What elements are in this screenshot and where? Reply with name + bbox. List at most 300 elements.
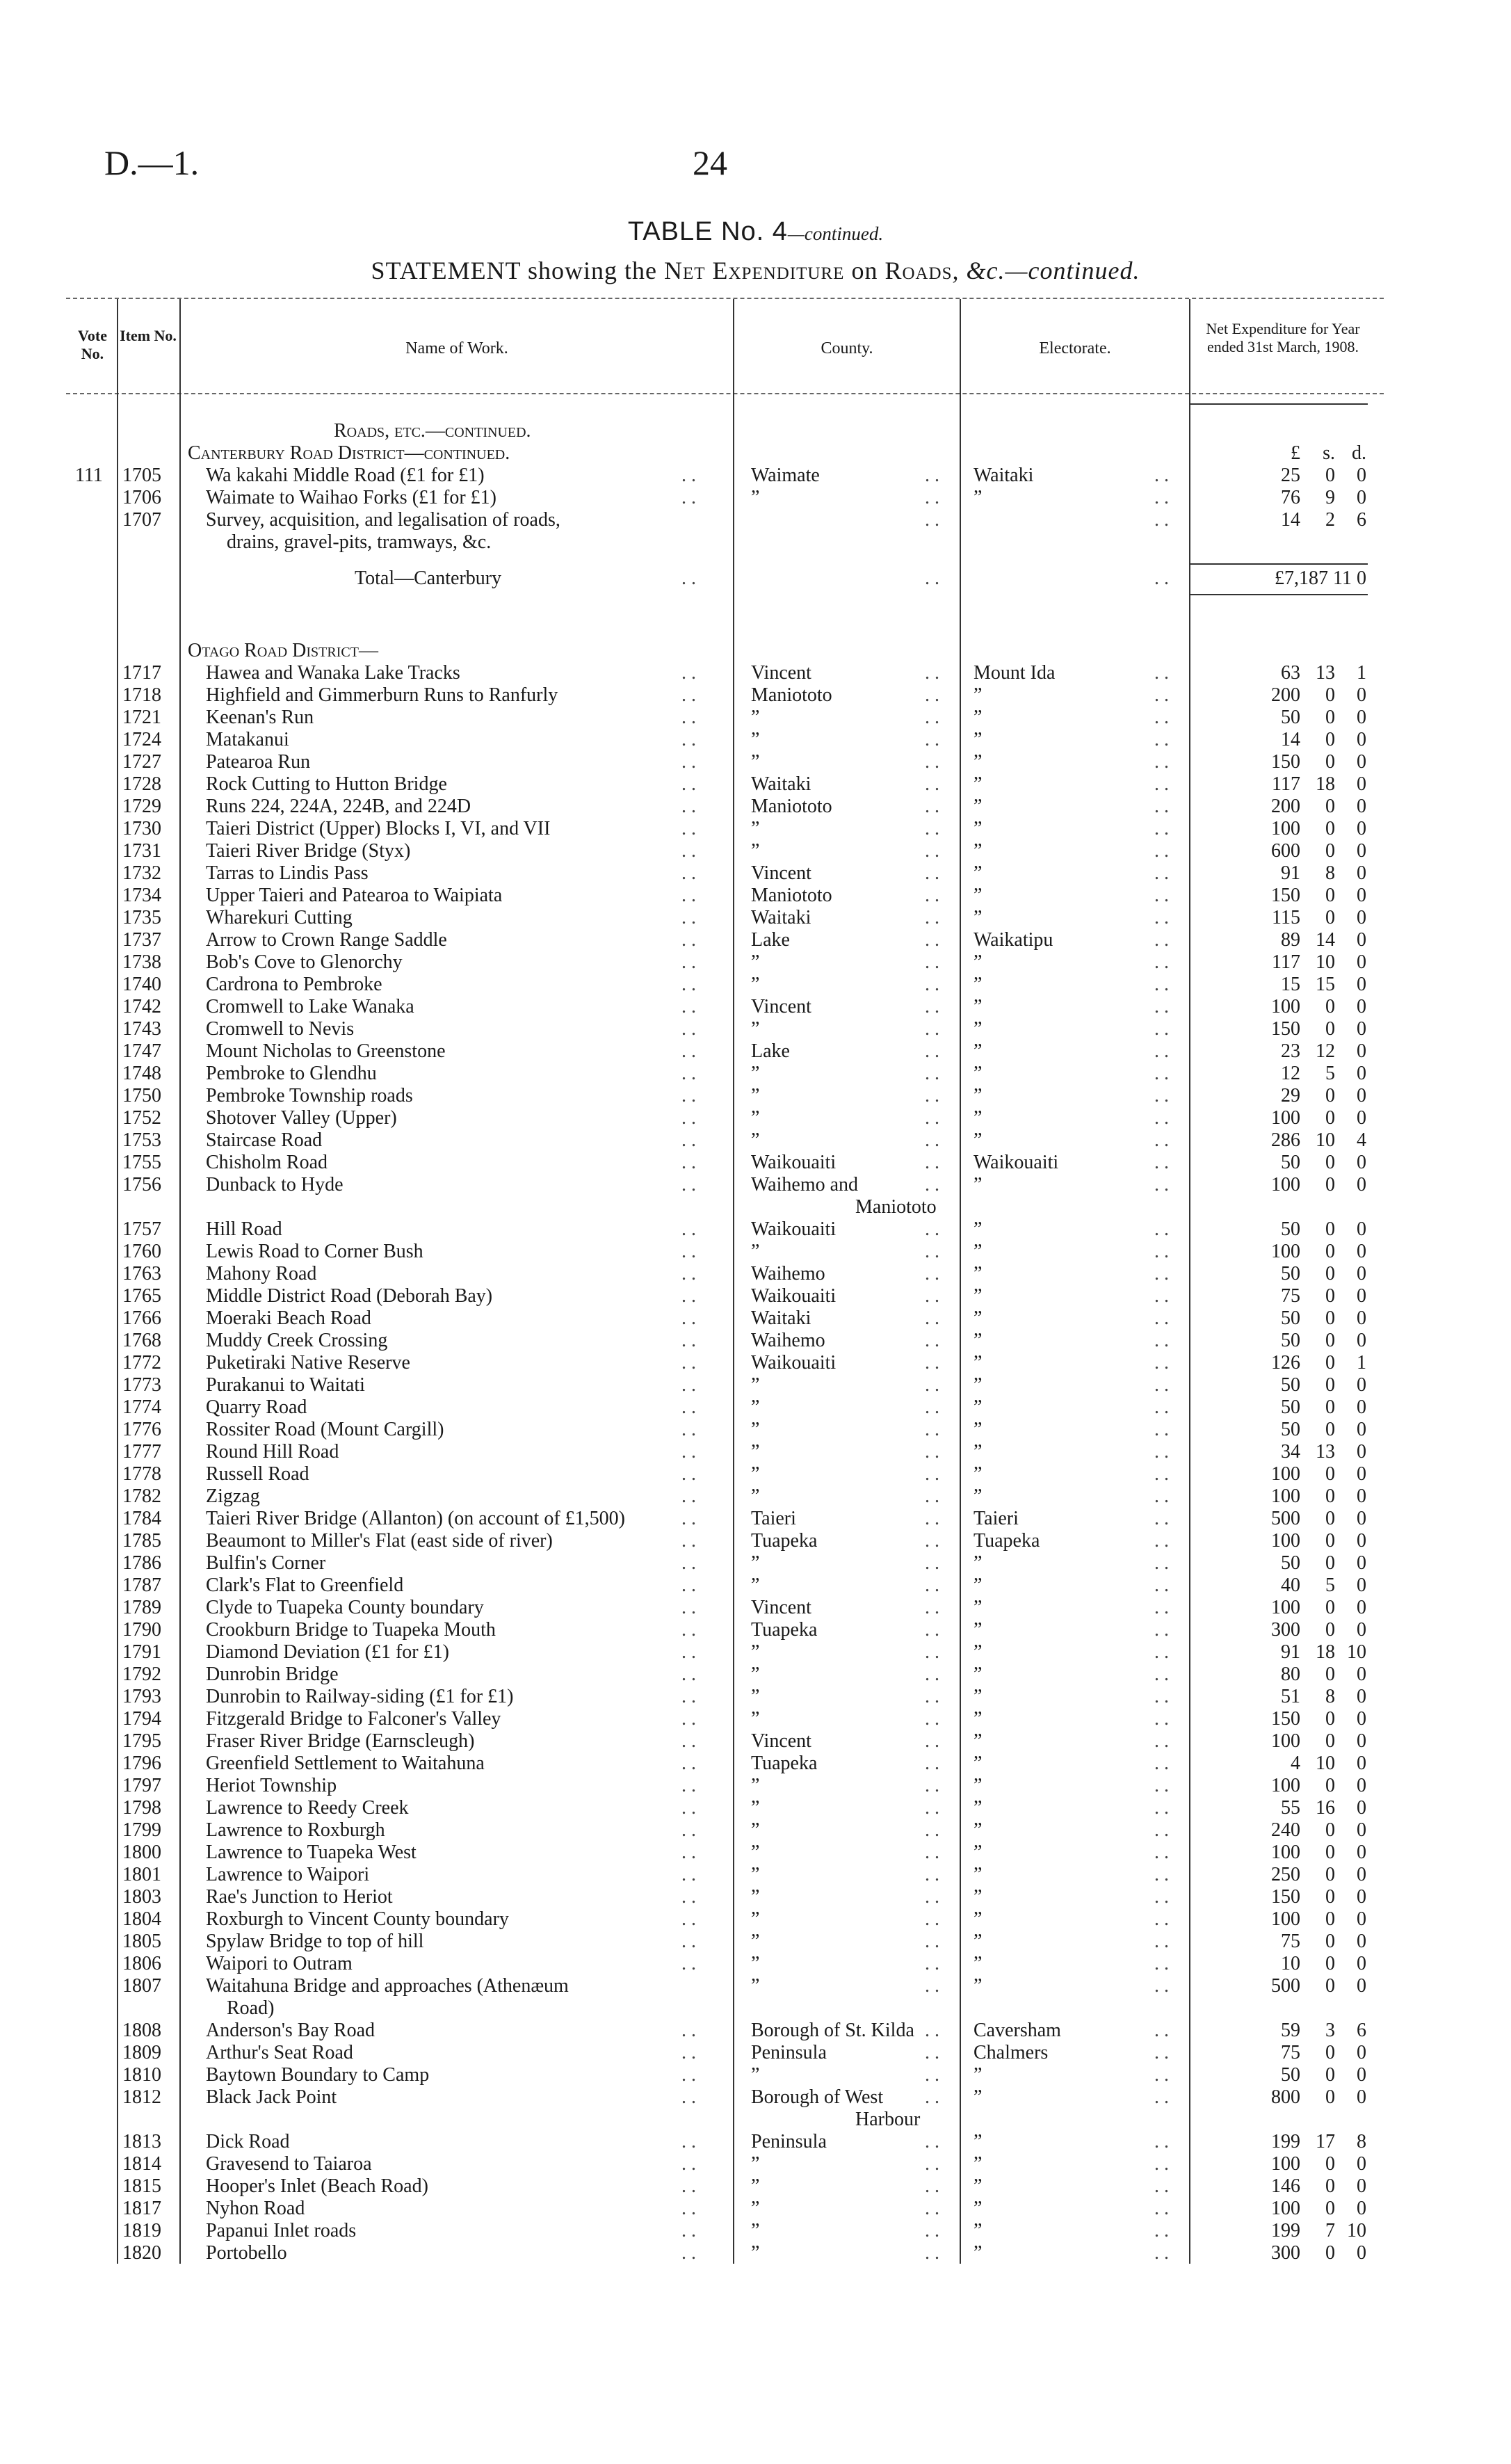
amount-pence: 6 (1357, 2020, 1366, 2041)
item-number: 1740 (122, 974, 161, 995)
leader-dots: . . (1154, 1508, 1169, 1529)
amount-pounds: 91 (1281, 1641, 1300, 1663)
electorate: ” (973, 951, 983, 973)
item-number: 1705 (122, 465, 161, 486)
electorate: ” (973, 487, 983, 508)
leader-dots: . . (925, 1619, 939, 1641)
electorate: ” (973, 2242, 983, 2264)
amount-pence: 0 (1357, 1241, 1366, 1262)
work-name: Dick Road (206, 2131, 290, 2152)
electorate: ” (973, 1886, 983, 1908)
work-name: Pembroke Township roads (206, 1085, 413, 1106)
amount-pounds: 199 (1271, 2131, 1300, 2152)
electorate: ” (973, 885, 983, 906)
amount-shillings: 0 (1325, 1285, 1335, 1307)
county: Waikouaiti (751, 1152, 837, 1173)
electorate: ” (973, 2131, 983, 2152)
table-title-text: TABLE No. 4 (627, 217, 788, 246)
amount-shillings: 0 (1325, 729, 1335, 750)
leader-dots: . . (681, 2220, 696, 2241)
electorate: Waikatipu (973, 929, 1053, 951)
leader-dots: . . (925, 1842, 939, 1863)
amount-pence: 6 (1357, 509, 1366, 531)
item-number: 1813 (122, 2131, 161, 2152)
leader-dots: . . (925, 1396, 939, 1418)
amount-pounds: 117 (1272, 773, 1300, 795)
amount-pence: 0 (1357, 1953, 1366, 1974)
item-number: 1785 (122, 1530, 161, 1552)
work-name: Dunback to Hyde (206, 1174, 344, 1195)
item-number: 1777 (122, 1441, 161, 1463)
leader-dots: . . (681, 1441, 696, 1463)
electorate: ” (973, 1374, 983, 1396)
county: ” (751, 2242, 760, 2264)
work-name-continued: Road) (227, 1997, 275, 2019)
leader-dots: . . (1154, 487, 1169, 508)
amount-shillings: 0 (1325, 1775, 1335, 1796)
leader-dots: . . (681, 1218, 696, 1240)
leader-dots: . . (925, 907, 939, 928)
amount-shillings: 5 (1325, 1575, 1335, 1596)
leader-dots: . . (1154, 2131, 1169, 2152)
amount-shillings: 18 (1316, 773, 1335, 795)
leader-dots: . . (925, 1085, 939, 1106)
leader-dots: . . (925, 1508, 939, 1529)
amount-shillings: 0 (1325, 1374, 1335, 1396)
amount-shillings: 13 (1316, 662, 1335, 684)
work-name: Taieri River Bridge (Allanton) (on account of £1,500) (206, 1508, 625, 1529)
leader-dots: . . (681, 1241, 696, 1262)
work-name: Puketiraki Native Reserve (206, 1352, 410, 1374)
amount-pounds: 23 (1281, 1040, 1300, 1062)
amount-pence: 0 (1357, 465, 1366, 486)
leader-dots: . . (681, 929, 696, 951)
work-name: Black Jack Point (206, 2086, 337, 2108)
leader-dots: . . (1154, 1263, 1169, 1285)
county: ” (751, 1085, 760, 1106)
amount-shillings: 0 (1325, 1730, 1335, 1752)
amount-pence: 0 (1357, 707, 1366, 728)
leader-dots: . . (925, 1953, 939, 1974)
electorate: ” (973, 684, 983, 706)
amount-pounds: 4 (1291, 1753, 1300, 1774)
electorate: ” (973, 1686, 983, 1707)
leader-dots: . . (1154, 1619, 1169, 1641)
electorate: ” (973, 1575, 983, 1596)
amount-shillings: 0 (1325, 684, 1335, 706)
electorate: ” (973, 2220, 983, 2241)
county-continued: Harbour (855, 2109, 921, 2130)
leader-dots: . . (1154, 1330, 1169, 1351)
item-number: 1807 (122, 1975, 161, 1997)
county: Waikouaiti (751, 1218, 837, 1240)
amount-pence: 0 (1357, 1552, 1366, 1574)
amount-pence: 0 (1357, 1463, 1366, 1485)
county: ” (751, 818, 760, 839)
amount-shillings: 10 (1316, 951, 1335, 973)
leader-dots: . . (925, 1441, 939, 1463)
amount-pence: 0 (1357, 2153, 1366, 2175)
leader-dots: . . (925, 1018, 939, 1040)
leader-dots: . . (925, 509, 939, 531)
leader-dots: . . (681, 567, 696, 589)
leader-dots: . . (1154, 707, 1169, 728)
header-bottom-rule (66, 393, 1384, 394)
amount-pence: 0 (1357, 684, 1366, 706)
item-number: 1727 (122, 751, 161, 773)
electorate: ” (973, 1129, 983, 1151)
amount-shillings: 0 (1325, 1931, 1335, 1952)
leader-dots: . . (1154, 1040, 1169, 1062)
leader-dots: . . (925, 1218, 939, 1240)
electorate: ” (973, 1619, 983, 1641)
amount-pounds: 200 (1271, 796, 1300, 817)
work-name: Roxburgh to Vincent County boundary (206, 1908, 509, 1930)
electorate: ” (973, 1218, 983, 1240)
leader-dots: . . (681, 1664, 696, 1685)
amount-pence: 0 (1357, 1085, 1366, 1106)
item-number: 1782 (122, 1485, 161, 1507)
leader-dots: . . (681, 974, 696, 995)
leader-dots: . . (681, 1552, 696, 1574)
amount-shillings: 0 (1325, 2242, 1335, 2264)
leader-dots: . . (925, 2131, 939, 2152)
leader-dots: . . (681, 1307, 696, 1329)
amount-shillings: 0 (1325, 751, 1335, 773)
leader-dots: . . (1154, 773, 1169, 795)
county: ” (751, 1664, 760, 1685)
leader-dots: . . (681, 1953, 696, 1974)
county: ” (751, 1107, 760, 1129)
leader-dots: . . (1154, 1285, 1169, 1307)
amount-pence: 0 (1357, 1419, 1366, 1440)
amount-pounds: 50 (1281, 1218, 1300, 1240)
item-number: 1808 (122, 2020, 161, 2041)
leader-dots: . . (925, 1908, 939, 1930)
leader-dots: . . (1154, 1085, 1169, 1106)
leader-dots: . . (925, 929, 939, 951)
amount-shillings: 0 (1325, 1263, 1335, 1285)
amount-shillings: 2 (1325, 509, 1335, 531)
amount-pounds: 100 (1271, 1485, 1300, 1507)
leader-dots: . . (925, 1819, 939, 1841)
item-number: 1809 (122, 2042, 161, 2063)
work-name: Chisholm Road (206, 1152, 328, 1173)
amount-shillings: 0 (1325, 840, 1335, 862)
item-number: 1752 (122, 1107, 161, 1129)
county: Maniototo (751, 684, 832, 706)
item-number: 1706 (122, 487, 161, 508)
amount-shillings: 0 (1325, 1307, 1335, 1329)
amount-shillings: 10 (1316, 1129, 1335, 1151)
county: Borough of St. Kilda (751, 2020, 914, 2041)
leader-dots: . . (1154, 1307, 1169, 1329)
item-number: 1738 (122, 951, 161, 973)
item-number: 1805 (122, 1931, 161, 1952)
leader-dots: . . (681, 684, 696, 706)
leader-dots: . . (925, 773, 939, 795)
work-name: Lewis Road to Corner Bush (206, 1241, 423, 1262)
amount-pounds: 150 (1271, 1708, 1300, 1730)
county: Tuapeka (751, 1530, 818, 1552)
work-name: Rossiter Road (Mount Cargill) (206, 1419, 444, 1440)
leader-dots: . . (925, 1241, 939, 1262)
amount-pence: 0 (1357, 1263, 1366, 1285)
item-number: 1743 (122, 1018, 161, 1040)
work-name: Papanui Inlet roads (206, 2220, 357, 2241)
electorate: ” (973, 1953, 983, 1974)
amount-pence: 0 (1357, 2064, 1366, 2086)
leader-dots: . . (1154, 1753, 1169, 1774)
amount-pounds: 14 (1281, 729, 1300, 750)
leader-dots: . . (925, 2175, 939, 2197)
county: Vincent (751, 862, 811, 884)
work-name: Mount Nicholas to Greenstone (206, 1040, 446, 1062)
leader-dots: . . (681, 2198, 696, 2219)
electorate: ” (973, 2198, 983, 2219)
work-name: Taieri River Bridge (Styx) (206, 840, 411, 862)
amount-pence: 0 (1357, 1152, 1366, 1173)
leader-dots: . . (1154, 1575, 1169, 1596)
leader-dots: . . (681, 1330, 696, 1351)
leader-dots: . . (1154, 1419, 1169, 1440)
leader-dots: . . (925, 1708, 939, 1730)
amount-shillings: 13 (1316, 1441, 1335, 1463)
item-number: 1765 (122, 1285, 161, 1307)
county: ” (751, 751, 760, 773)
leader-dots: . . (925, 2064, 939, 2086)
amount-pounds: 29 (1281, 1085, 1300, 1106)
leader-dots: . . (681, 1842, 696, 1863)
leader-dots: . . (1154, 465, 1169, 486)
amount-shillings: 8 (1325, 862, 1335, 884)
amount-pence: 0 (1357, 818, 1366, 839)
work-name: Portobello (206, 2242, 287, 2264)
amount-pounds: 100 (1271, 1842, 1300, 1863)
statement-suffix: , &c.—continued. (952, 257, 1140, 284)
amount-pounds: 100 (1271, 1241, 1300, 1262)
electorate: ” (973, 1441, 983, 1463)
leader-dots: . . (925, 1485, 939, 1507)
work-name: Middle District Road (Deborah Bay) (206, 1285, 493, 1307)
leader-dots: . . (1154, 1908, 1169, 1930)
leader-dots: . . (681, 1530, 696, 1552)
amount-pounds: 91 (1281, 862, 1300, 884)
amount-pounds: 150 (1271, 1886, 1300, 1908)
leader-dots: . . (1154, 1730, 1169, 1752)
county: Waihemo (751, 1330, 825, 1351)
amount-pounds: 100 (1271, 1908, 1300, 1930)
electorate: ” (973, 840, 983, 862)
leader-dots: . . (1154, 2153, 1169, 2175)
county: ” (751, 2175, 760, 2197)
leader-dots: . . (681, 707, 696, 728)
amount-pence: 0 (1357, 487, 1366, 508)
work-name: Clyde to Tuapeka County boundary (206, 1597, 484, 1618)
leader-dots: . . (681, 1575, 696, 1596)
total-label: Total—Canterbury (355, 567, 502, 589)
item-number: 1753 (122, 1129, 161, 1151)
electorate: ” (973, 1842, 983, 1863)
leader-dots: . . (681, 662, 696, 684)
leader-dots: . . (925, 1285, 939, 1307)
statement-sc: Net Expenditure (663, 257, 845, 284)
county: ” (751, 1908, 760, 1930)
amount-pounds: 300 (1271, 2242, 1300, 2264)
amount-pence: 1 (1357, 662, 1366, 684)
amount-pence: 0 (1357, 1931, 1366, 1952)
county: Vincent (751, 1597, 811, 1618)
amount-pence: 0 (1357, 1619, 1366, 1641)
amount-pounds: 500 (1271, 1975, 1300, 1997)
leader-dots: . . (1154, 1129, 1169, 1151)
leader-dots: . . (1154, 1597, 1169, 1618)
item-number: 1793 (122, 1686, 161, 1707)
amount-shillings: 0 (1325, 1174, 1335, 1195)
electorate: Caversham (973, 2020, 1061, 2041)
total-rule-bottom (1190, 594, 1368, 595)
amount-pounds: 300 (1271, 1619, 1300, 1641)
item-number: 1742 (122, 996, 161, 1017)
amount-pence: 10 (1347, 1641, 1366, 1663)
leader-dots: . . (681, 1619, 696, 1641)
amount-shillings: 0 (1325, 2153, 1335, 2175)
work-name: Hooper's Inlet (Beach Road) (206, 2175, 428, 2197)
county: ” (751, 1775, 760, 1796)
leader-dots: . . (925, 1263, 939, 1285)
amount-pounds: 100 (1271, 1174, 1300, 1195)
amount-shillings: 0 (1325, 1597, 1335, 1618)
leader-dots: . . (925, 487, 939, 508)
amount-pence: 0 (1357, 1374, 1366, 1396)
item-number: 1789 (122, 1597, 161, 1618)
leader-dots: . . (1154, 929, 1169, 951)
leader-dots: . . (925, 1730, 939, 1752)
amount-shillings: 0 (1325, 1953, 1335, 1974)
county: ” (751, 951, 760, 973)
electorate: ” (973, 1174, 983, 1195)
amount-shillings: 0 (1325, 2042, 1335, 2063)
county: Tuapeka (751, 1619, 818, 1641)
amount-pence: 0 (1357, 729, 1366, 750)
county: ” (751, 1575, 760, 1596)
leader-dots: . . (925, 2153, 939, 2175)
item-number: 1787 (122, 1575, 161, 1596)
electorate: ” (973, 1641, 983, 1663)
leader-dots: . . (1154, 1886, 1169, 1908)
amount-pounds: 34 (1281, 1441, 1300, 1463)
amount-shillings: 9 (1325, 487, 1335, 508)
leader-dots: . . (681, 1107, 696, 1129)
amount-pounds: 14 (1281, 509, 1300, 531)
amount-shillings: 0 (1325, 1886, 1335, 1908)
statement-prefix: STATEMENT showing the (371, 257, 657, 284)
item-number: 1794 (122, 1708, 161, 1730)
item-number: 1786 (122, 1552, 161, 1574)
county: ” (751, 1129, 760, 1151)
currency-pence: d. (1352, 442, 1366, 464)
amount-shillings: 0 (1325, 1819, 1335, 1841)
amount-pence: 0 (1357, 1664, 1366, 1685)
leader-dots: . . (925, 1664, 939, 1685)
amount-shillings: 0 (1325, 1018, 1335, 1040)
amount-shillings: 0 (1325, 465, 1335, 486)
county: ” (751, 1063, 760, 1084)
amount-pence: 0 (1357, 1797, 1366, 1819)
total-rule-top (1190, 563, 1368, 565)
amount-shillings: 0 (1325, 1842, 1335, 1863)
amount-pounds: 100 (1271, 1463, 1300, 1485)
leader-dots: . . (681, 2086, 696, 2108)
electorate: Chalmers (973, 2042, 1049, 2063)
leader-dots: . . (925, 1374, 939, 1396)
amount-pence: 0 (1357, 773, 1366, 795)
item-number: 1732 (122, 862, 161, 884)
leader-dots: . . (925, 1975, 939, 1997)
electorate: ” (973, 1753, 983, 1774)
amount-pounds: 100 (1271, 1597, 1300, 1618)
amount-shillings: 0 (1325, 1485, 1335, 1507)
electorate: ” (973, 1352, 983, 1374)
leader-dots: . . (925, 1797, 939, 1819)
county: Waitaki (751, 773, 811, 795)
item-number: 1763 (122, 1263, 161, 1285)
item-number: 1747 (122, 1040, 161, 1062)
amount-pence: 0 (1357, 1330, 1366, 1351)
county: ” (751, 1241, 760, 1262)
leader-dots: . . (925, 885, 939, 906)
county: Waihemo (751, 1263, 825, 1285)
item-number: 1810 (122, 2064, 161, 2086)
item-number: 1804 (122, 1908, 161, 1930)
leader-dots: . . (925, 729, 939, 750)
amount-pounds: 50 (1281, 1374, 1300, 1396)
work-name: Patearoa Run (206, 751, 311, 773)
work-name: Rock Cutting to Hutton Bridge (206, 773, 447, 795)
statement-title (0, 256, 1511, 285)
amount-shillings: 3 (1325, 2020, 1335, 2041)
leader-dots: . . (1154, 1241, 1169, 1262)
leader-dots: . . (1154, 818, 1169, 839)
county: ” (751, 974, 760, 995)
leader-dots: . . (925, 1552, 939, 1574)
work-name: Staircase Road (206, 1129, 323, 1151)
leader-dots: . . (925, 1864, 939, 1885)
electorate: Mount Ida (973, 662, 1056, 684)
leader-dots: . . (681, 1085, 696, 1106)
county: ” (751, 2220, 760, 2241)
amount-shillings: 0 (1325, 1085, 1335, 1106)
amount-shillings: 0 (1325, 1908, 1335, 1930)
item-number: 1806 (122, 1953, 161, 1974)
leader-dots: . . (925, 1931, 939, 1952)
leader-dots: . . (681, 1419, 696, 1440)
leader-dots: . . (681, 1730, 696, 1752)
leader-dots: . . (925, 1129, 939, 1151)
amount-pounds: 150 (1271, 751, 1300, 773)
electorate: ” (973, 1396, 983, 1418)
electorate: ” (973, 1263, 983, 1285)
leader-dots: . . (1154, 1797, 1169, 1819)
leader-dots: . . (681, 796, 696, 817)
leader-dots: . . (681, 840, 696, 862)
leader-dots: . . (681, 1374, 696, 1396)
electorate: ” (973, 1307, 983, 1329)
amount-pounds: 800 (1271, 2086, 1300, 2108)
county: ” (751, 2153, 760, 2175)
leader-dots: . . (681, 1775, 696, 1796)
amount-pence: 0 (1357, 2175, 1366, 2197)
